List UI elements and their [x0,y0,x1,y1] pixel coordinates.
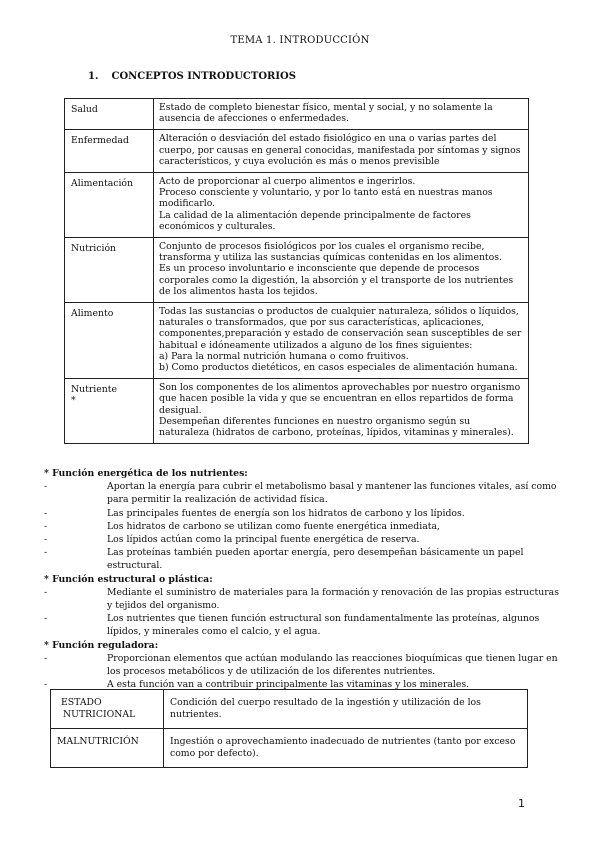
status-definition: Ingestión o aprovechamiento inadecuado de nutrientes (tanto por exceso como por defecto). [164,729,528,768]
list-item [44,520,560,533]
definition-term: Salud [65,99,154,130]
list-item-text: Las principales fuentes de energía son los hidratos de carbono y los lípidos. [107,507,465,519]
list-item [44,586,560,612]
list-item [44,533,560,546]
section-heading [88,71,296,82]
section-title: CONCEPTOS INTRODUCTORIOS [111,71,296,82]
bullet-dash: - [44,586,48,598]
list-item [44,480,560,506]
definition-row [65,173,529,238]
definition-line: Estado de completo bienestar físico, mental y social, y no solamente la ausencia de afecciones o enfermedades. [159,102,493,125]
definition-term: Alimento [65,303,154,379]
list-item [44,546,560,572]
function-heading: * Función energética de los nutrientes: [44,468,248,479]
nutrient-functions [44,467,560,691]
bullet-dash: - [44,534,48,546]
page-title: TEMA 1. INTRODUCCIÓN [230,35,370,46]
bullet-dash: - [44,679,48,691]
status-term-line: MALNUTRICIÓN [57,736,139,747]
definition-line: Es un proceso involuntario e inconsciente que depende de procesos corporales como la digestión, la absorción y el transporte de los nutrientes de los alimentos hasta los tejidos. [159,263,514,297]
definition-row [65,379,529,444]
definition-text [154,303,529,379]
definition-text [154,173,529,238]
definition-row [65,238,529,303]
section-number: 1. [88,71,99,82]
function-heading: * Función estructural o plástica: [44,573,213,585]
definition-text [154,99,529,130]
definition-line: Conjunto de procesos fisiológicos por los cuales el organismo recibe, transforma y utiliza las sustancias químicas contenidas en los alimentos. [159,241,502,264]
bullet-dash: - [44,547,48,559]
list-item-text: Los hidratos de carbono se utilizan como fuente energética inmediata, [107,520,440,532]
definition-line: Todas las sustancias o productos de cualquier naturaleza, sólidos o líquidos, naturales o transformados, que por sus características, aplicaciones, componentes,preparación y estado de conservación sean susceptibles de ser habitual e idóneamente utilizados a alguno de los fines siguientes: [159,306,522,351]
definition-line: Desempeñan diferentes funciones en nuestro organismo según su naturaleza (hidratos de carbono, proteínas, lípidos, vitaminas y minerales). [159,415,514,439]
definition-line: Acto de proporcionar al cuerpo alimentos e ingerirlos. [159,176,416,188]
status-definition: Condición del cuerpo resultado de la ingestión y utilización de los nutrientes. [164,690,528,729]
bullet-dash: - [44,652,48,664]
status-term-line: ESTADO [61,697,102,708]
definition-line: b) Como productos dietéticos, en casos especiales de alimentación humana. [159,362,518,374]
list-item [44,507,560,520]
definition-term: Nutriente * [65,379,154,444]
list-item-text: A esta función van a contribuir principalmente las vitaminas y los minerales. [107,679,470,691]
definitions-table [64,98,529,444]
page-number: 1 [518,797,525,810]
bullet-dash: - [44,507,48,519]
definition-line: a) Para la normal nutrición humana o como fruitivos. [159,350,409,362]
list-item-text: Proporcionan elementos que actúan modulando las reacciones bioquímicas que tienen lugar en los procesos metabólicos y de utilización de los diferentes nutrientes. [107,652,558,678]
definition-row [65,130,529,173]
definition-text [154,379,529,444]
definition-term: Alimentación [65,173,154,238]
status-term [51,690,164,729]
status-row [51,690,528,729]
definition-row [65,303,529,379]
bullet-dash: - [44,613,48,625]
list-item-text: Los nutrientes que tienen función estructural son fundamentalmente las proteínas, algunos lípidos, y minerales como el calcio, y el agua. [107,613,540,638]
definition-line: La calidad de la alimentación depende principalmente de factores económicos y culturales. [159,209,471,232]
function-heading: * Función reguladora: [44,639,159,651]
list-item-text: Los lípidos actúan como la principal fuente energética de reserva. [107,534,420,546]
status-term-line: NUTRICIONAL [63,708,136,720]
definition-row [65,99,529,130]
status-term [51,729,164,768]
definition-line: Son los componentes de los alimentos aprovechables por nuestro organismo que hacen posible la vida y que se encuentran en ellos repartidos de forma desigual. [159,382,521,416]
definition-text [154,130,529,173]
definition-line: Proceso consciente y voluntario, y por lo tanto está en nuestras manos modificarlo. [159,187,493,210]
definition-line: Alteración o desviación del estado fisiológico en una o varias partes del cuerpo, por causas en general conocidas, manifestada por síntomas y signos característicos, y cuya evolución es más o menos previsible [159,133,521,167]
status-row [51,729,528,768]
bullet-dash: - [44,520,48,532]
definition-term: Enfermedad [65,130,154,173]
list-item-text: Mediante el suministro de materiales para la formación y renovación de las propias estructuras y tejidos del organismo. [107,586,559,612]
list-item [44,652,560,678]
definition-term: Nutrición [65,238,154,303]
list-item-text: Las proteínas también pueden aportar energía, pero desempeñan básicamente un papel estructural. [107,547,524,572]
nutritional-status-table [50,689,528,768]
list-item [44,612,560,638]
definition-text [154,238,529,303]
list-item-text: Aportan la energía para cubrir el metabolismo basal y mantener las funciones vitales, así como para permitir la realización de actividad física. [107,481,557,506]
bullet-dash: - [44,481,48,493]
